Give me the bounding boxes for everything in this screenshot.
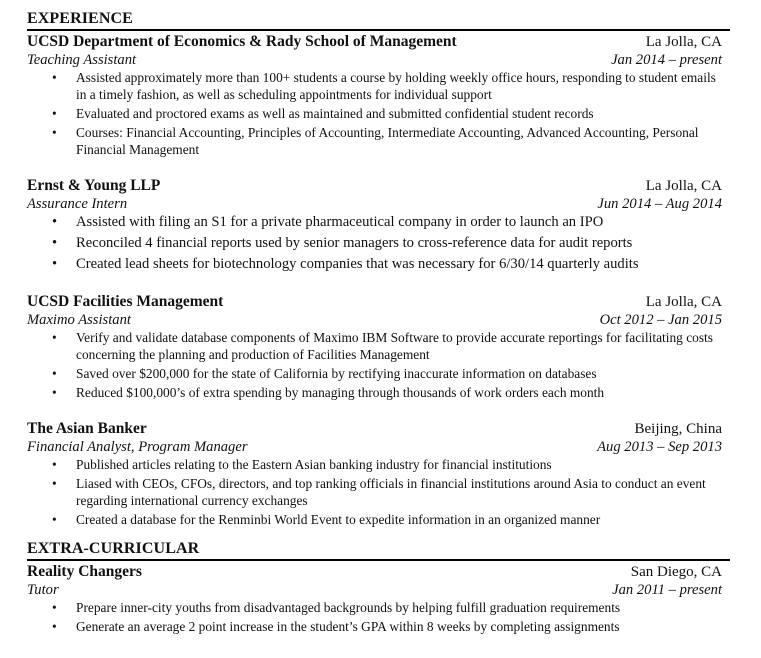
- organization-name: UCSD Facilities Management: [27, 293, 224, 310]
- bullet-icon: •: [52, 125, 57, 140]
- bullet-text: Created a database for the Renminbi World Event to expedite information in an organized manner: [76, 512, 601, 527]
- location: La Jolla, CA: [645, 294, 722, 310]
- section-title: EXPERIENCE: [27, 10, 133, 27]
- experience-entry-ucsd-facilities: [27, 292, 722, 401]
- bullet-icon: •: [52, 214, 58, 230]
- bullet-text: Reduced $100,000’s of extra spending by managing through thousands of work orders each month: [76, 385, 605, 400]
- bullet-text: Published articles relating to the Eastern Asian banking industry for financial institutions: [76, 457, 552, 472]
- bullet-item: [27, 255, 722, 274]
- extracurricular-entry-reality-changers: [27, 562, 722, 635]
- bullet-text: Reconciled 4 financial reports used by senior managers to cross-reference data for audit reports: [76, 235, 633, 251]
- role-title: Tutor: [27, 582, 59, 598]
- bullet-icon: •: [52, 457, 57, 472]
- bullet-item: [27, 213, 722, 232]
- bullet-text: Prepare inner-city youths from disadvantaged backgrounds by helping fulfill graduation requirements: [76, 600, 621, 615]
- resume-page: [27, 9, 730, 637]
- bullet-text: Liased with CEOs, CFOs, directors, and top ranking officials in financial institutions around Asia to conduct an event regarding international currency exchanges: [76, 476, 706, 508]
- section-extracurricular: [27, 539, 730, 635]
- organization-name: Reality Changers: [27, 563, 142, 580]
- bullet-item: [27, 329, 722, 363]
- role-title: Teaching Assistant: [27, 52, 137, 68]
- section-title: EXTRA-CURRICULAR: [27, 540, 200, 557]
- experience-entry-asian-banker: [27, 419, 722, 528]
- section-divider: [27, 559, 730, 561]
- date-range: Oct 2012 – Jan 2015: [599, 312, 722, 328]
- bullet-list: [27, 456, 722, 528]
- bullet-icon: •: [52, 70, 57, 85]
- bullet-icon: •: [52, 256, 58, 272]
- bullet-text: Verify and validate database components of Maximo IBM Software to provide accurate reportings for facilitating costs concerning the planning and production of Facilities Management: [76, 330, 713, 362]
- bullet-icon: •: [52, 106, 57, 121]
- bullet-list: [27, 213, 722, 274]
- bullet-icon: •: [52, 512, 57, 527]
- bullet-item: [27, 456, 722, 473]
- bullet-item: [27, 618, 722, 635]
- section-divider: [27, 29, 730, 31]
- bullet-icon: •: [52, 330, 57, 345]
- organization-name: Ernst & Young LLP: [27, 177, 161, 194]
- bullet-text: Assisted approximately more than 100+ students a course by holding weekly office hours, responding to student emails in a timely fashion, as well as scheduling appointments for individual support: [76, 70, 716, 102]
- date-range: Jan 2011 – present: [612, 582, 722, 598]
- bullet-icon: •: [52, 619, 57, 634]
- bullet-item: [27, 475, 722, 509]
- bullet-item: [27, 599, 722, 616]
- bullet-item: [27, 234, 722, 253]
- bullet-text: Created lead sheets for biotechnology companies that was necessary for 6/30/14 quarterly audits: [76, 256, 639, 272]
- section-experience: [27, 9, 730, 528]
- bullet-item: [27, 105, 722, 122]
- location: Beijing, China: [634, 421, 722, 437]
- bullet-icon: •: [52, 235, 58, 251]
- experience-entry-ernst-young: [27, 176, 722, 274]
- bullet-text: Generate an average 2 point increase in the student’s GPA within 8 weeks by completing assignments: [76, 619, 620, 634]
- organization-name: The Asian Banker: [27, 420, 147, 437]
- bullet-item: [27, 384, 722, 401]
- role-title: Financial Analyst, Program Manager: [27, 439, 248, 455]
- bullet-item: [27, 69, 722, 103]
- date-range: Jan 2014 – present: [611, 52, 722, 68]
- bullet-icon: •: [52, 600, 57, 615]
- bullet-icon: •: [52, 366, 57, 381]
- location: La Jolla, CA: [645, 34, 722, 50]
- bullet-text: Assisted with filing an S1 for a private pharmaceutical company in order to launch an IPO: [76, 214, 604, 230]
- experience-entry-ucsd-economics: [27, 32, 722, 158]
- bullet-item: [27, 365, 722, 382]
- bullet-list: [27, 69, 722, 158]
- bullet-text: Saved over $200,000 for the state of California by rectifying inaccurate information on databases: [76, 366, 597, 381]
- bullet-icon: •: [52, 385, 57, 400]
- bullet-item: [27, 511, 722, 528]
- bullet-list: [27, 599, 722, 635]
- bullet-text: Courses: Financial Accounting, Principles of Accounting, Intermediate Accounting, Advanced Accounting, Personal Financial Management: [76, 125, 699, 157]
- organization-name: UCSD Department of Economics & Rady School of Management: [27, 33, 457, 50]
- bullet-item: [27, 124, 722, 158]
- date-range: Jun 2014 – Aug 2014: [597, 196, 722, 212]
- bullet-icon: •: [52, 476, 57, 491]
- bullet-text: Evaluated and proctored exams as well as maintained and submitted confidential student records: [76, 106, 594, 121]
- role-title: Maximo Assistant: [27, 312, 131, 328]
- location: La Jolla, CA: [645, 178, 722, 194]
- bullet-list: [27, 329, 722, 401]
- date-range: Aug 2013 – Sep 2013: [597, 439, 722, 455]
- role-title: Assurance Intern: [27, 196, 128, 212]
- location: San Diego, CA: [630, 564, 722, 580]
